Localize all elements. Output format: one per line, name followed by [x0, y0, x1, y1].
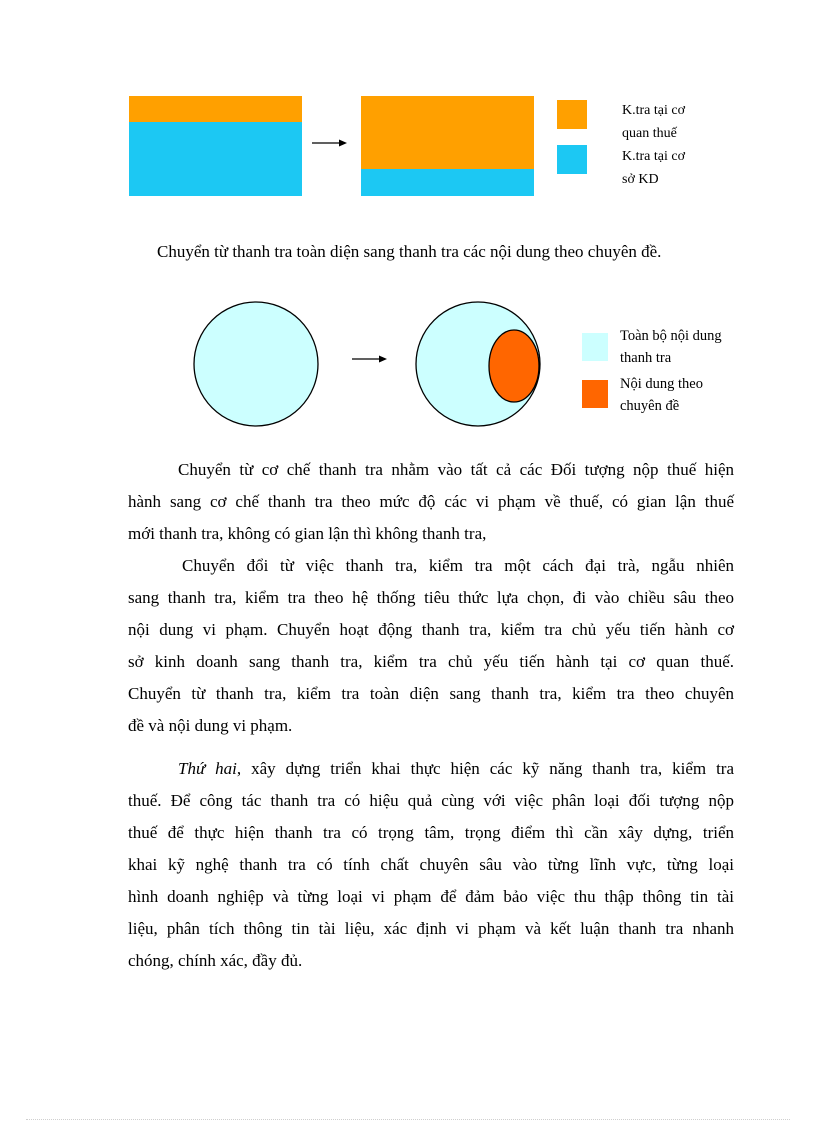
- legend-swatch-orange: [557, 100, 587, 129]
- after-box-cyan-section: [361, 169, 534, 196]
- paragraph-line: sở kinh doanh sang thanh tra, kiểm tra chủ yếu tiến hành tại cơ quan thuế.: [128, 652, 734, 671]
- paragraph-line: Chuyển từ thanh tra, kiểm tra toàn diện sang thanh tra, kiểm tra theo chuyên: [128, 684, 734, 703]
- before-box: [129, 96, 302, 196]
- paragraph-line: liệu, phân tích thông tin tài liệu, xác định vi phạm và kết luận thanh tra nhanh: [128, 919, 734, 938]
- lead-italic: Thứ hai: [178, 759, 237, 778]
- first-line-rest: , xây dựng triển khai thực hiện các kỹ năng thanh tra, kiểm tra: [236, 759, 735, 778]
- caption-comprehensive-to-thematic: Chuyển từ thanh tra toàn diện sang thanh tra các nội dung theo chuyên đề.: [157, 242, 662, 261]
- paragraph-line: đề và nội dung vi phạm.: [128, 716, 293, 735]
- paragraph-line: [178, 757, 734, 781]
- after-circle: [414, 300, 554, 430]
- paragraph-line: khai kỹ nghệ thanh tra có tính chất chuyên sâu vào từng lĩnh vực, từng loại: [128, 855, 734, 874]
- legend-label-thematic-content: Nội dung theo chuyên đề: [620, 376, 703, 414]
- arrow-right-icon: [312, 136, 348, 150]
- paragraph-line: sang thanh tra, kiểm tra theo hệ thống tiêu thức lựa chọn, đi vào chiều sâu theo: [128, 588, 734, 607]
- paragraph-line: nội dung vi phạm. Chuyển hoạt động thanh tra, kiểm tra chủ yếu tiến hành cơ: [128, 620, 734, 639]
- paragraph-line: chóng, chính xác, đầy đủ.: [128, 951, 303, 970]
- paragraph-line: Chuyển từ cơ chế thanh tra nhằm vào tất cả các Đối tượng nộp thuế hiện: [178, 460, 734, 479]
- paragraph-line: Chuyển đổi từ việc thanh tra, kiểm tra một cách đại trà, ngẫu nhiên: [182, 556, 734, 575]
- arrow-right-icon: [352, 352, 388, 366]
- before-box-orange-section: [129, 96, 302, 122]
- legend-swatch-cyan: [557, 145, 587, 174]
- legend-label-tax-office: K.tra tại cơ quan thuế: [622, 103, 685, 141]
- paragraph-line: thuế để thực hiện thanh tra có trọng tâm, trọng điểm thì cần xây dựng, triển: [128, 823, 734, 842]
- legend-label-business: K.tra tại cơ sở KD: [622, 149, 685, 187]
- legend-swatch-light-cyan: [582, 333, 608, 361]
- after-box: [361, 96, 534, 196]
- after-box-orange-section: [361, 96, 534, 169]
- legend-swatch-dark-orange: [582, 380, 608, 408]
- page-bottom-divider: [26, 1119, 790, 1120]
- thematic-content-ellipse: [489, 330, 539, 402]
- paragraph-line: hình doanh nghiệp và từng loại vi phạm để đảm bảo việc thu thập thông tin tài: [128, 887, 734, 906]
- paragraph-line: thuế. Để công tác thanh tra có hiệu quả cùng với việc phân loại đối tượng nộp: [128, 791, 734, 810]
- paragraph-line: mới thanh tra, không có gian lận thì không thanh tra,: [128, 524, 487, 543]
- before-box-cyan-section: [129, 122, 302, 196]
- before-circle: [192, 300, 322, 430]
- legend-label-full-content: Toàn bộ nội dung thanh tra: [620, 328, 722, 366]
- paragraph-line: hành sang cơ chế thanh tra theo mức độ các vi phạm về thuế, có gian lận thuế: [128, 492, 734, 511]
